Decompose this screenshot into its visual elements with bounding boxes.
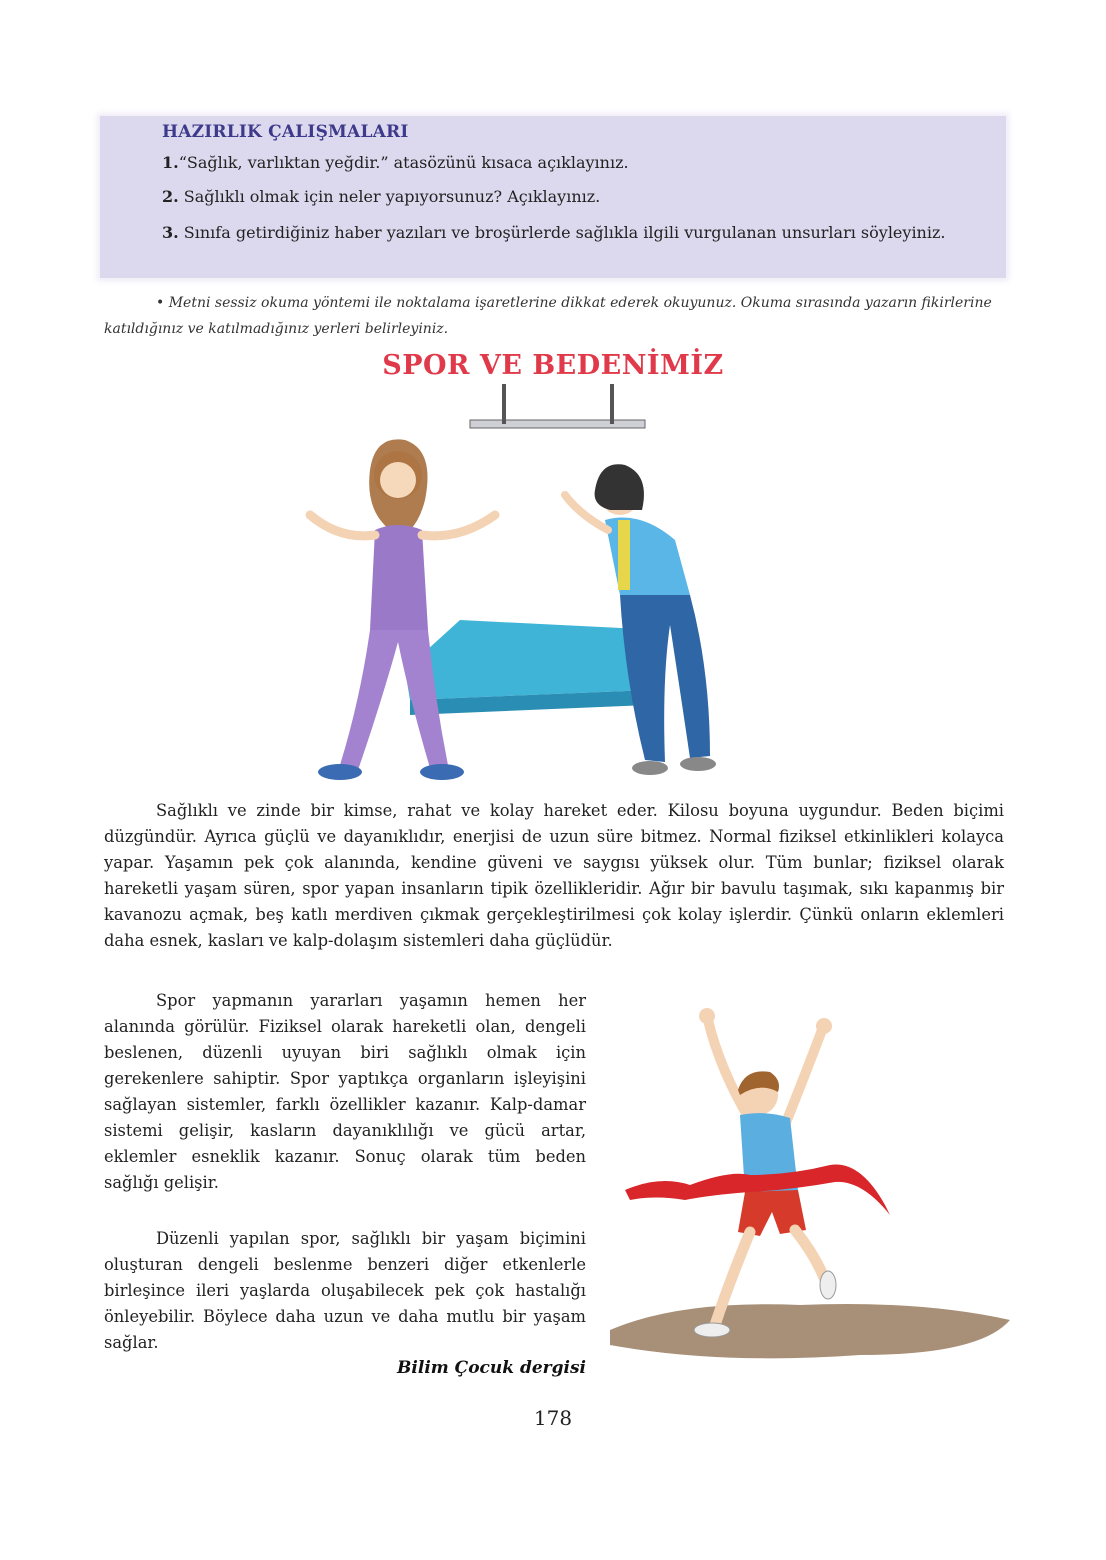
paragraph-1: Sağlıklı ve zinde bir kimse, rahat ve kolay hareket eder. Kilosu boyuna uygundur. Beden biçimi düzgündür. Ayrıca güçlü ve dayanıklıdır, enerjisi de uzun süre bitmez. Normal fiziksel etkinlikleri kolayca yapar. Yaşamın pek çok alanında, kendine güveni ve saygısı yüksek olur. Tüm bunlar; fiziksel olarak hareketli yaşam süren, spor yapan insanların tipik özellikleridir. Ağır bir bavulu taşımak, sıkı kapanmış bir kavanozu açmak, beş katlı merdiven çıkmak gerçekleştirilmesi çok kolay işlerdir. Çünkü onların eklemleri daha esnek, kasları ve kalp-dolaşım sistemleri daha güçlüdür. — [104, 801, 1004, 950]
page-number: 178 — [533, 1406, 573, 1430]
preparation-item-3 — [104, 220, 1002, 246]
item-text: Sağlıklı olmak için neler yapıyorsunuz? Açıklayınız. — [183, 187, 601, 206]
item-number: 3. — [162, 223, 179, 242]
item-text: Sınıfa getirdiğiniz haber yazıları ve broşürlerde sağlıkla ilgili vurgulanan unsurları söyleyiniz. — [183, 223, 946, 242]
preparation-box — [100, 116, 1006, 278]
reading-instructions: • Metni sessiz okuma yöntemi ile noktalama işaretlerine dikkat ederek okuyunuz. Okuma sırasında yazarın fikirlerine katıldığınız ve katılmadığınız yerleri belirleyiniz. — [104, 295, 992, 337]
item-number: 2. — [162, 187, 179, 206]
preparation-item-1 — [162, 152, 1002, 174]
item-text: “Sağlık, varlıktan yeğdir.” atasözünü kısaca açıklayınız. — [178, 153, 629, 172]
runner-finish-line-illustration — [600, 1000, 1020, 1380]
paragraph-2: Spor yapmanın yararları yaşamın hemen her alanında görülür. Fiziksel olarak hareketli olan, dengeli beslenen, düzenli uyuyan biri sağlıklı olmak için gerekenlere sahiptir. Spor yaptıkça organların işleyişini sağlayan sistemler, farklı özellikler kazanır. Kalp-damar sistemi gelişir, kasların dayanıklılığı ve gücü artar, eklemler esneklik kazanır. Sonuç olarak tüm beden sağlığı gelişir. — [104, 991, 586, 1192]
preparation-title: HAZIRLIK ÇALIŞMALARI — [162, 122, 409, 142]
preparation-item-2 — [162, 186, 1002, 208]
source-citation: Bilim Çocuk dergisi — [397, 1358, 586, 1378]
text-title: SPOR VE BEDENİMİZ — [382, 350, 724, 381]
item-number: 1. — [162, 153, 179, 172]
girls-gym-mat-illustration — [270, 380, 750, 790]
paragraph-3: Düzenli yapılan spor, sağlıklı bir yaşam biçimini oluşturan dengeli beslenme benzeri diğer etkenlerle birleşince ileri yaşlarda oluşabilecek pek çok hastalığı önleyebilir. Böylece daha uzun ve daha mutlu bir yaşam sağlar. — [104, 1229, 586, 1352]
